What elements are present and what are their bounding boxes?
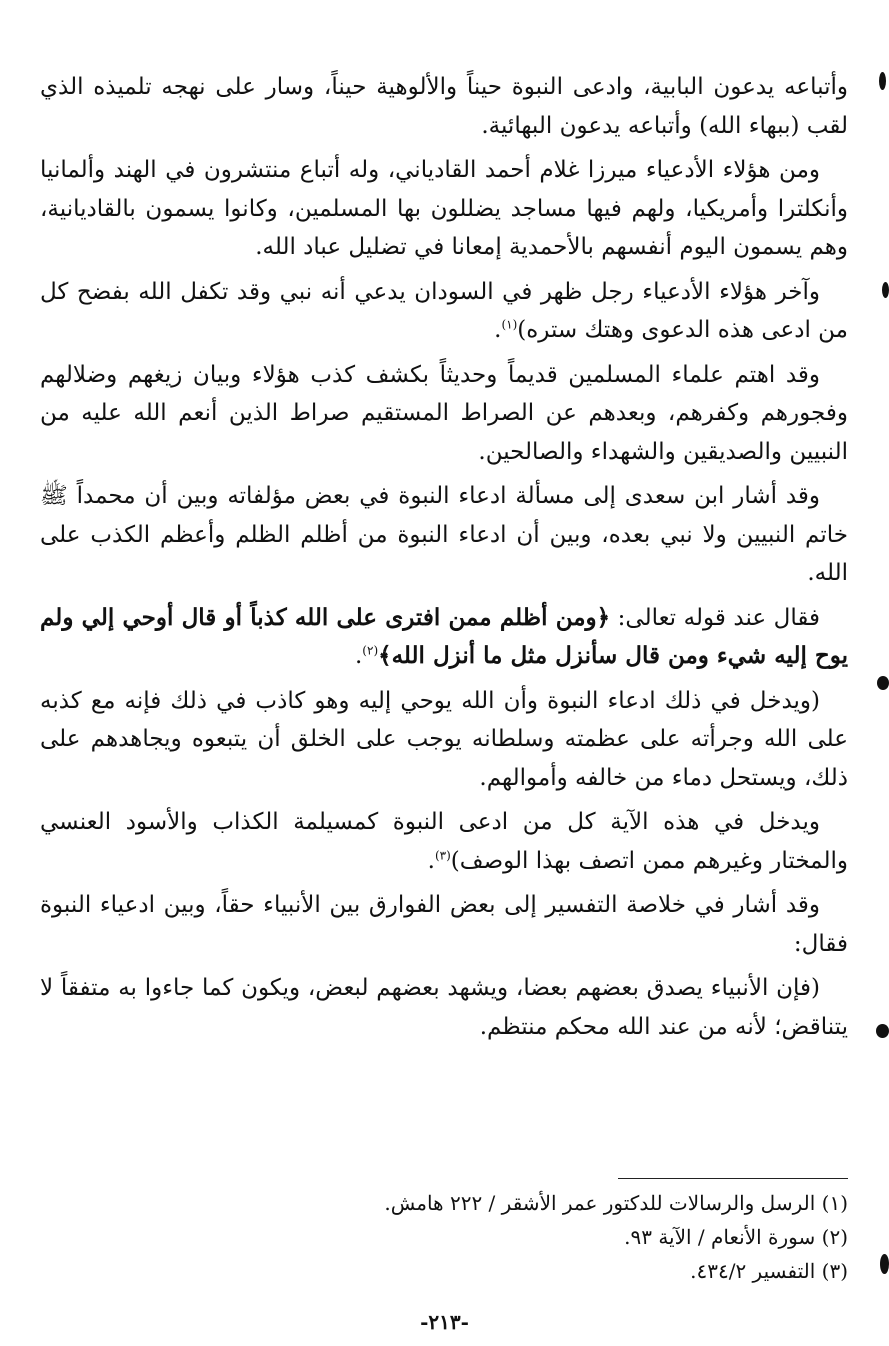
paragraph-9 xyxy=(40,969,848,1046)
footnote-ref: (١) xyxy=(501,317,518,332)
footnote-2: (٢) سورة الأنعام / الآية ٩٣. xyxy=(624,1225,848,1249)
footnote-3: (٣) التفسير ٤٣٤/٢. xyxy=(690,1259,848,1283)
paragraph-1 xyxy=(40,68,848,145)
paragraph-text: ويدخل في هذه الآية كل من ادعى النبوة كمسيلمة الكذاب والأسود العنسي والمختار وغيرهم ممن اتصف بهذا الوصف) xyxy=(40,809,848,874)
page-body xyxy=(40,68,848,1052)
paragraph-6 xyxy=(40,682,848,798)
paragraph-tail: . xyxy=(494,317,502,343)
footnotes xyxy=(40,1186,848,1288)
paragraph-tail: . xyxy=(427,847,435,874)
paragraph-text: وآخر هؤلاء الأدعياء رجل ظهر في السودان يدعي أنه نبي وقد تكفل الله بفضح كل من ادعى هذه الدعوى وهتك ستره) xyxy=(40,278,848,343)
quran-verse: ﴿ومن أظلم ممن افترى على الله كذباً أو قال أوحي إلي ولم يوح إليه شيء ومن قال سأنزل مثل ما أنزل الله﴾ xyxy=(40,603,848,669)
paragraph-8 xyxy=(40,886,848,963)
scan-mark xyxy=(879,72,886,90)
footnote-separator xyxy=(618,1178,848,1179)
footnote-ref: (٣) xyxy=(434,847,451,862)
paragraph-text: وقد اهتم علماء المسلمين قديماً وحديثاً بكشف كذب هؤلاء وبيان زيغهم وضلالهم وفجورهم وكفرهم، وبعدهم عن الصراط المستقيم صراط الذين أنعم الله عليه من النبيين والصديقين والشهداء والصالحين. xyxy=(40,361,848,465)
footnote-ref: (٢) xyxy=(362,643,379,658)
paragraph-text: (فإن الأنبياء يصدق بعضهم بعضا، ويشهد بعضهم لبعض، ويكون كما جاءوا به متفقاً لا يتناقض؛ لأنه من عند الله محكم منتظم. xyxy=(40,975,848,1040)
paragraph-tail: . xyxy=(354,643,363,669)
scan-mark xyxy=(880,1254,889,1274)
paragraph-text: وقد أشار ابن سعدى إلى مسألة ادعاء النبوة في بعض مؤلفاته وبين أن محمداً ﷺ خاتم النبيين ولا نبي بعده، وبين أن ادعاء النبوة من أظلم الظلم وأعظم الكذب على الله. xyxy=(40,483,848,586)
paragraph-text: (ويدخل في ذلك ادعاء النبوة وأن الله يوحي إليه وهو كاذب في ذلك فإنه مع كذبه على الله وجرأته على عظمته وسلطانه يوجب على الخلق أن يتبعوه ويجاهدهم على ذلك، ويستحل دماء من خالفه وأموالهم. xyxy=(40,687,848,791)
paragraph-text: ومن هؤلاء الأدعياء ميرزا غلام أحمد القادياني، وله أتباع منتشرون في الهند وألمانيا وأنكلترا وأمريكيا، ولهم فيها مساجد يضللون بها المسلمين، وكانوا يسمون بالقاديانية، وهم يسمون اليوم أنفسهم بالأحمدية إمعانا في تضليل عباد الله. xyxy=(40,157,848,260)
paragraph-text: وقد أشار في خلاصة التفسير إلى بعض الفوارق بين الأنبياء حقاً، وبين ادعياء النبوة فقال: xyxy=(40,892,848,957)
paragraph-3 xyxy=(40,273,848,350)
paragraph-text: وأتباعه يدعون البابية، وادعى النبوة حيناً والألوهية حيناً، وسار على نهجه تلميذه الذي لقب (ببهاء الله) وأتباعه يدعون البهائية. xyxy=(40,74,848,139)
paragraph-7 xyxy=(40,803,848,880)
page-number: -٢١٣- xyxy=(420,1310,469,1334)
scan-mark xyxy=(876,1024,889,1038)
scan-mark xyxy=(877,676,889,690)
quote-paragraph xyxy=(40,599,848,676)
quote-lead: فقال عند قوله تعالى: xyxy=(610,604,820,631)
paragraph-4 xyxy=(40,356,848,472)
paragraph-2 xyxy=(40,151,848,267)
scan-mark xyxy=(882,282,889,298)
paragraph-5 xyxy=(40,477,848,593)
footnote-1: (١) الرسل والرسالات للدكتور عمر الأشقر / ٢٢٢ هامش. xyxy=(384,1191,848,1215)
